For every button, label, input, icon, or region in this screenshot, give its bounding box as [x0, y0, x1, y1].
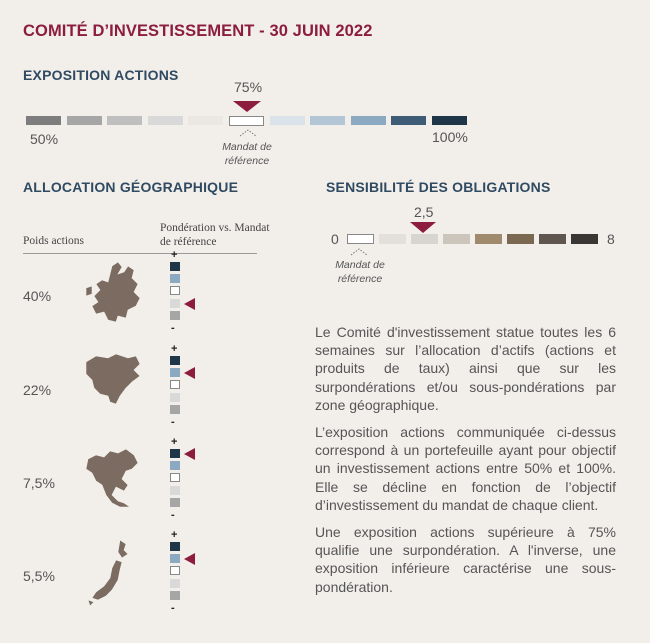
region-weight: 40%: [23, 288, 52, 304]
ponderation-step: [170, 262, 180, 271]
exposition-scale-step: [148, 116, 183, 125]
bonds-max-label: 8: [607, 231, 615, 247]
ponderation-step: [170, 380, 180, 389]
exposition-min-label: 50%: [30, 131, 59, 147]
ponderation-step: [170, 566, 180, 575]
bonds-scale: [347, 234, 599, 245]
bonds-scale-step: [507, 234, 534, 244]
region-weight: 22%: [23, 382, 52, 398]
bonds-reference-note: Mandat de référence: [335, 259, 385, 285]
bonds-scale-step: [443, 234, 470, 244]
europe-map: [82, 258, 144, 333]
exposition-marker-label: 75%: [234, 79, 263, 95]
plus-sign: +: [171, 249, 178, 261]
geo-heading: ALLOCATION GÉOGRAPHIQUE: [23, 179, 239, 195]
ponderation-marker: [184, 448, 195, 460]
minus-sign: -: [171, 416, 175, 428]
ponderation-step: [170, 542, 180, 551]
ponderation-step: [170, 498, 180, 507]
ponderation-scale: [170, 249, 182, 334]
commentary-paragraph-3: Une exposition actions supérieure à 75% qualifie une surpondération. A l'inverse, une exposition inférieure caractérise une sous-pondération.: [315, 524, 616, 595]
plus-sign: +: [171, 343, 178, 355]
reference-hatch-icon: [239, 129, 257, 137]
ponderation-step: [170, 393, 180, 402]
geo-header-divider: [23, 253, 257, 254]
bonds-scale-step: [571, 234, 598, 244]
exposition-scale-step: [270, 116, 305, 125]
minus-sign: -: [171, 509, 175, 521]
ponderation-step: [170, 579, 180, 588]
exposition-scale-step: [188, 116, 223, 125]
commentary: [315, 323, 616, 605]
exposition-scale-step: [310, 116, 345, 125]
geo-col-weight-header: Poids actions: [23, 235, 85, 247]
exposition-max-label: 100%: [432, 129, 468, 145]
exposition-scale-step: [391, 116, 426, 125]
ponderation-marker: [184, 553, 195, 565]
exposition-scale-step: [67, 116, 102, 125]
exposition-scale-step: [229, 116, 264, 126]
bonds-scale-step: [539, 234, 566, 244]
ponderation-marker: [184, 298, 195, 310]
bonds-scale-step: [379, 234, 406, 244]
bonds-heading: SENSIBILITÉ DES OBLIGATIONS: [326, 179, 551, 195]
ponderation-step: [170, 368, 180, 377]
bonds-scale-step: [347, 234, 374, 244]
asia-map: [82, 445, 144, 520]
bonds-scale-step: [411, 234, 438, 244]
minus-sign: -: [171, 602, 175, 614]
exposition-scale-step: [26, 116, 61, 125]
ponderation-step: [170, 286, 180, 295]
exposition-marker: [233, 101, 261, 112]
exposition-scale-step: [107, 116, 142, 125]
reference-hatch-icon: [350, 248, 368, 256]
commentary-paragraph-2: L’exposition actions communiquée ci-dessus correspond à un portefeuille ayant pour objectif un investissement actions entre 50% et 100%. Elle se décline en fonction de l’objectif d’investissement du mandat de chaque client.: [315, 424, 616, 513]
geo-col-ponderation-header: Pondération vs. Mandat de référence: [160, 222, 270, 248]
ponderation-step: [170, 591, 180, 600]
ponderation-scale: [170, 529, 182, 614]
minus-sign: -: [171, 322, 175, 334]
north-america-map: [82, 352, 144, 427]
commentary-paragraph-1: Le Comité d'investissement statue toutes les 6 semaines sur l’allocation d’actifs (actions et produits de taux) ainsi que sur les surpondérations et/ou sous-pondérations par zone géographique.: [315, 324, 616, 413]
ponderation-marker: [184, 367, 195, 379]
exposition-scale-step: [351, 116, 386, 125]
exposition-scale-step: [432, 116, 467, 125]
japan-map: [82, 538, 144, 613]
ponderation-scale: [170, 343, 182, 428]
page-title: COMITÉ D’INVESTISSEMENT - 30 JUIN 2022: [23, 22, 373, 40]
exposition-heading: EXPOSITION ACTIONS: [23, 67, 179, 83]
ponderation-step: [170, 473, 180, 482]
bonds-min-label: 0: [331, 231, 339, 247]
region-weight: 7,5%: [23, 475, 55, 491]
ponderation-step: [170, 311, 180, 320]
plus-sign: +: [171, 436, 178, 448]
ponderation-scale: [170, 436, 182, 521]
region-weight: 5,5%: [23, 568, 55, 584]
ponderation-step: [170, 356, 180, 365]
ponderation-step: [170, 449, 180, 458]
ponderation-step: [170, 299, 180, 308]
bonds-marker-label: 2,5: [414, 204, 434, 220]
exposition-scale: [26, 116, 469, 127]
ponderation-step: [170, 405, 180, 414]
ponderation-step: [170, 274, 180, 283]
ponderation-step: [170, 486, 180, 495]
plus-sign: +: [171, 529, 178, 541]
bonds-marker: [410, 222, 436, 233]
ponderation-step: [170, 554, 180, 563]
ponderation-step: [170, 461, 180, 470]
bonds-scale-step: [475, 234, 502, 244]
exposition-reference-note: Mandat de référence: [222, 141, 272, 167]
